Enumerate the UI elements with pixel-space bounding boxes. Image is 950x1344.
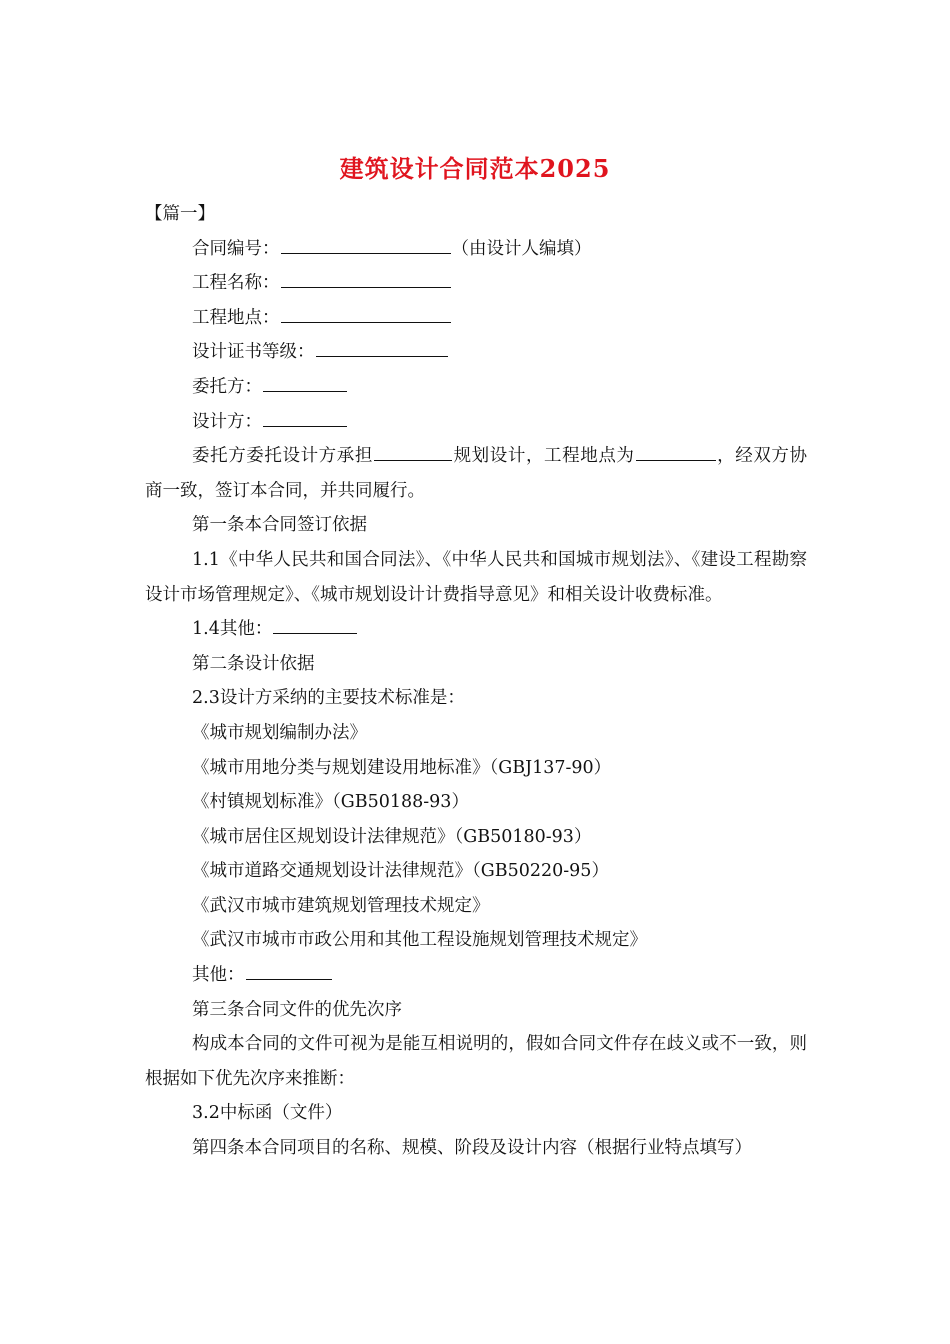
client-label: 委托方： [192, 376, 262, 397]
intro-blank-project [374, 459, 452, 461]
article3-text: 构成本合同的文件可视为是能互相说明的，假如合同文件存在歧义或不一致，则根据如下优先次序来推断： [145, 1034, 807, 1089]
standard-item: 《城市道路交通规划设计法律规范》（GB50220-95） [192, 861, 609, 882]
article2-heading: 第二条设计依据 [192, 653, 315, 674]
article2-other [145, 958, 807, 993]
client-blank [263, 390, 347, 392]
project-name-label: 工程名称： [192, 273, 280, 294]
project-location-line [145, 301, 807, 336]
article3-heading: 第三条合同文件的优先次序 [192, 999, 402, 1020]
section-label: 【篇一】 [145, 204, 215, 224]
designer-label: 设计方： [192, 411, 262, 432]
standard-item: 《武汉市城市市政公用和其他工程设施规划管理技术规定》 [192, 930, 647, 951]
project-name-line [145, 266, 807, 301]
item-1-4-blank [273, 632, 357, 634]
contract-no-blank [281, 252, 451, 254]
article3-item-3-2: 3.2中标函（文件） [192, 1103, 343, 1124]
cert-level-blank [316, 355, 448, 357]
project-location-blank [281, 321, 451, 323]
document-title: 建筑设计合同范本2025 [339, 154, 611, 183]
article2-other-blank [246, 978, 332, 980]
intro-part3: ，经双方协商一致，签订本合同，并共同履行。 [145, 446, 808, 501]
intro-part2: 规划设计，工程地点为 [452, 446, 635, 467]
contract-no-label: 合同编号： [192, 238, 280, 259]
document-body [145, 197, 807, 1166]
item-1-4-label: 1.4其他： [192, 619, 273, 640]
article4-heading: 第四条本合同项目的名称、规模、阶段及设计内容（根据行业特点填写） [192, 1138, 752, 1159]
cert-level-label: 设计证书等级： [192, 342, 315, 363]
contract-no-note: （由设计人编填） [451, 238, 592, 259]
article1-heading: 第一条本合同签订依据 [192, 515, 367, 536]
cert-level-line [145, 335, 807, 370]
client-line [145, 370, 807, 405]
contract-no-line [145, 232, 807, 267]
article2-item-2-3: 2.3设计方采纳的主要技术标准是： [192, 688, 465, 709]
standard-item: 《城市规划编制办法》 [192, 722, 367, 743]
intro-blank-location [636, 459, 716, 461]
article1-item-1-4 [145, 612, 807, 647]
standard-item: 《武汉市城市建筑规划管理技术规定》 [192, 895, 490, 916]
article2-other-label: 其他： [192, 965, 245, 986]
standard-item: 《城市居住区规划设计法律规范》（GB50180-93） [192, 826, 592, 847]
designer-line [145, 405, 807, 440]
project-location-label: 工程地点： [192, 307, 280, 328]
intro-paragraph [145, 439, 807, 508]
article1-item-1-1: 1.1《中华人民共和国合同法》、《中华人民共和国城市规划法》、《建设工程勘察设计市场管理规定》、《城市规划设计计费指导意见》和相关设计收费标准。 [145, 549, 807, 605]
intro-part1: 委托方委托设计方承担 [192, 446, 373, 467]
standard-item: 《城市用地分类与规划建设用地标准》（GBJ137-90） [192, 757, 612, 778]
standard-item: 《村镇规划标准》（GB50188-93） [192, 792, 469, 813]
designer-blank [263, 425, 347, 427]
project-name-blank [281, 286, 451, 288]
